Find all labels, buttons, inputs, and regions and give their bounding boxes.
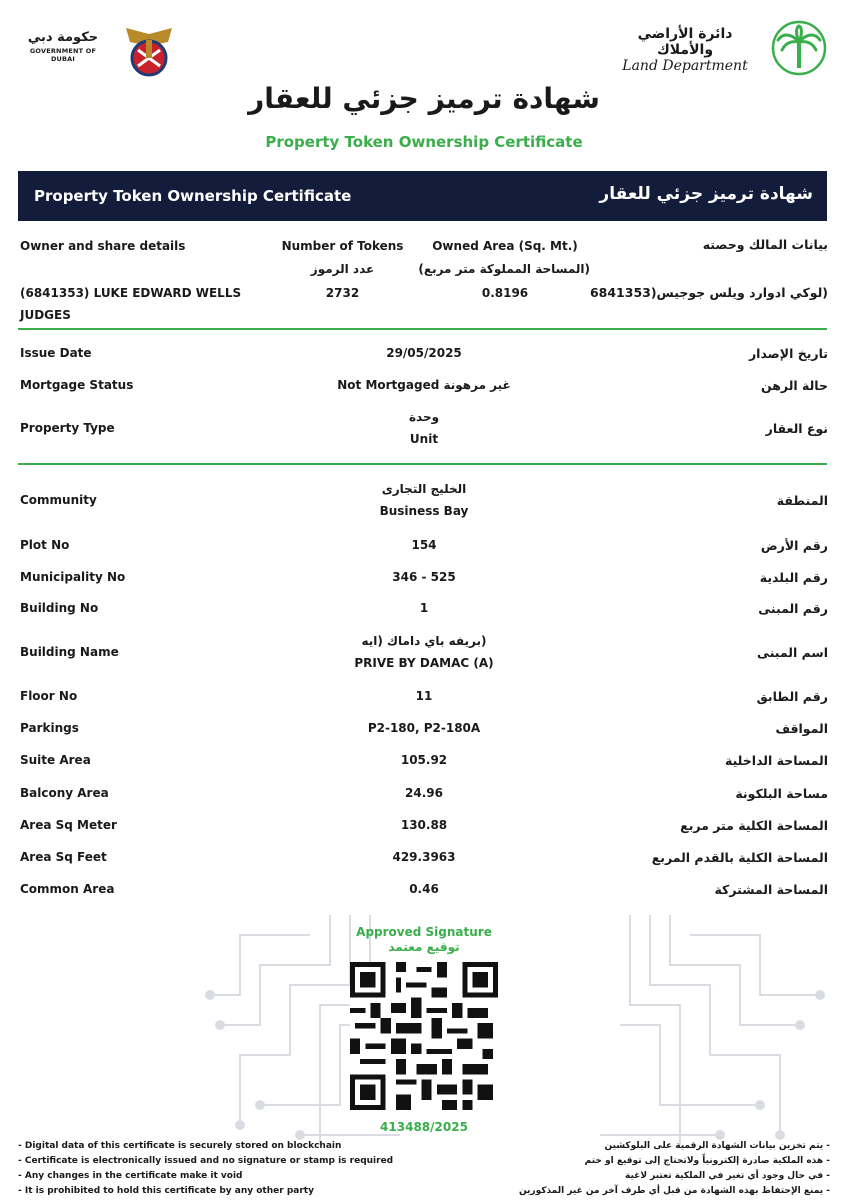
banner-title-ar: شهادة ترميز جزئي للعقار	[599, 184, 813, 204]
owner-label-ar: بيانات المالك وحصته	[702, 237, 828, 252]
detail-value: 154	[411, 538, 437, 552]
issue-date-value: 29/05/2025	[386, 346, 462, 360]
tokens-label-ar: عدد الرموز	[310, 262, 375, 276]
detail-label: Balcony Area	[20, 786, 109, 800]
detail-label-ar: اسم المبنى	[757, 645, 828, 660]
mortgage-status-en: Not Mortgaged	[337, 378, 440, 392]
detail-label: Community	[20, 493, 97, 507]
mortgage-status-label-ar: حالة الرهن	[761, 378, 828, 393]
note-en: - Digital data of this certificate is securely stored on blockchain	[18, 1141, 342, 1151]
detail-label-ar: المساحة المشتركة	[714, 882, 828, 897]
tokens-label-en: Number of Tokens	[281, 239, 404, 253]
detail-label-ar: رقم الأرض	[760, 538, 828, 553]
detail-label-ar: المساحة الكلية متر مربع	[680, 818, 828, 833]
property-type-value: Unit	[409, 432, 439, 446]
property-type-label-ar: نوع العقار	[765, 421, 828, 436]
detail-value: Business Bay	[379, 504, 469, 518]
section-divider	[18, 328, 827, 330]
banner-title-en: Property Token Ownership Certificate	[34, 187, 352, 205]
detail-value: P2-180, P2-180A	[367, 721, 481, 735]
detail-label: Parkings	[20, 721, 79, 735]
owned-area-label-ar: (المساحة المملوكة متر مربع)	[418, 262, 590, 276]
detail-label-ar: رقم البلدية	[759, 570, 828, 585]
property-type-label: Property Type	[20, 421, 115, 435]
approved-signature-label: Approved Signature	[356, 925, 492, 939]
property-type-value-ar: وحدة	[408, 410, 440, 424]
detail-value: 24.96	[405, 786, 443, 800]
owned-area-label-en: Owned Area (Sq. Mt.)	[432, 239, 578, 253]
note-ar: - يمنع الإحتفاظ بهذه الشهادة من قبل أي طرف آخر من غير المذكورين	[518, 1186, 830, 1196]
qr-code-icon	[350, 962, 498, 1110]
title-english: Property Token Ownership Certificate	[265, 133, 583, 151]
detail-label-ar: رقم الطابق	[756, 689, 828, 704]
detail-value: 105.92	[400, 753, 448, 767]
section-divider	[18, 463, 827, 465]
detail-label: Building No	[20, 601, 99, 615]
owner-name-ar: (لوكي ادوارد ويلس جوجيس(6841353	[589, 285, 828, 300]
mortgage-status-value	[300, 378, 548, 392]
title-arabic: شهادة ترميز جزئي للعقار	[248, 82, 600, 115]
note-en: - Certificate is electronically issued and no signature or stamp is required	[18, 1156, 394, 1166]
detail-value: 1	[419, 601, 429, 615]
detail-label-ar: المساحة الكلية بالقدم المربع	[651, 850, 828, 865]
detail-label: Suite Area	[20, 753, 91, 767]
token-count: 2732	[325, 286, 360, 300]
detail-label: Floor No	[20, 689, 78, 703]
detail-label: Common Area	[20, 882, 115, 896]
detail-label: Plot No	[20, 538, 70, 552]
detail-value: 0.46	[409, 882, 439, 896]
detail-value-ar: الخليج التجارى	[381, 482, 467, 496]
owner-label-en: Owner and share details	[20, 239, 186, 253]
dubai-emblem-icon	[120, 20, 178, 80]
gov-name-en: GOVERNMENT OF DUBAI	[29, 47, 97, 63]
detail-value-ar: (بريفه باي داماك (ايه	[361, 634, 487, 648]
detail-value: 429.3963	[392, 850, 456, 864]
note-ar: - يتم تخزين بيانات الشهادة الرقمية على البلوكشين	[604, 1141, 830, 1151]
notes-english	[18, 1139, 393, 1199]
note-ar: - في حال وجود أي تغير في الملكية تعتبر لاغية	[625, 1171, 830, 1181]
note-en: - It is prohibited to hold this certificate by any other party	[18, 1186, 314, 1196]
detail-label: Area Sq Feet	[20, 850, 107, 864]
note-ar: - هذه الملكية صادرة إلكترونياً ولاتحتاج إلى توقيع او ختم	[584, 1156, 830, 1166]
ld-name-ar: دائرة الأراضي والأملاك	[637, 26, 733, 58]
detail-label: Municipality No	[20, 570, 126, 584]
detail-label-ar: المواقف	[775, 721, 828, 736]
mortgage-status-label: Mortgage Status	[20, 378, 134, 392]
land-department-logo	[615, 20, 830, 76]
detail-value: PRIVE BY DAMAC (A)	[354, 656, 494, 670]
notes-arabic	[519, 1139, 830, 1199]
government-of-dubai-logo	[18, 20, 178, 80]
mortgage-status-ar: غير مرهونة	[443, 378, 511, 392]
detail-label-ar: مساحة البلكونة	[735, 786, 828, 801]
owner-name-en-line2: JUDGES	[20, 308, 71, 322]
certificate-number: 413488/2025	[380, 1120, 468, 1134]
detail-value: 11	[415, 689, 433, 703]
detail-label: Building Name	[20, 645, 119, 659]
detail-label-ar: المنطقة	[776, 493, 828, 508]
gov-name-ar: حكومة دبي	[27, 30, 99, 45]
ld-name-en: Land Department	[622, 58, 748, 74]
detail-value: 130.88	[400, 818, 448, 832]
detail-label-ar: رقم المبنى	[758, 601, 828, 616]
approved-signature-label-ar: توقيع معتمد	[388, 940, 460, 954]
note-en: - Any changes in the certificate make it void	[18, 1171, 243, 1181]
owned-area-value: 0.8196	[481, 286, 529, 300]
detail-value: 346 - 525	[392, 570, 456, 584]
owner-name-en: (6841353) LUKE EDWARD WELLS	[20, 286, 242, 300]
certificate-banner	[18, 171, 827, 221]
issue-date-label-ar: تاريخ الإصدار	[748, 346, 828, 361]
palm-tree-icon	[768, 20, 830, 76]
issue-date-label: Issue Date	[20, 346, 92, 360]
detail-label-ar: المساحة الداخلية	[725, 753, 828, 768]
detail-label: Area Sq Meter	[20, 818, 117, 832]
